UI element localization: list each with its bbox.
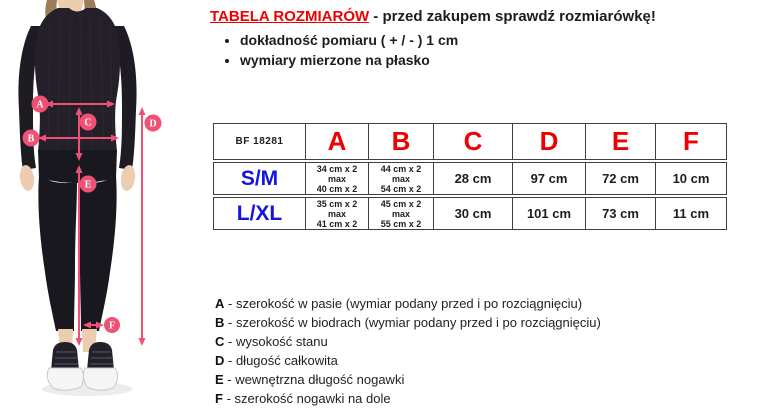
column-a-header: A <box>305 123 368 160</box>
legend-letter: E <box>215 372 224 387</box>
legend-item <box>215 370 760 389</box>
page-title-main: TABELA ROZMIARÓW <box>210 8 370 25</box>
sweater <box>35 8 120 152</box>
right-shoe-upper <box>87 342 114 370</box>
measurement-line: max <box>327 208 346 219</box>
legend-text: szerokość w biodrach (wymiar podany przed i po rozciągnięciu) <box>235 315 601 330</box>
size-table <box>213 121 727 232</box>
right-shoe-sole <box>83 368 117 390</box>
measurement-line: max <box>391 173 410 184</box>
legend-text: szerokość nogawki na dole <box>234 391 391 406</box>
table-row <box>213 162 727 195</box>
product-code: BF 18281 <box>213 123 305 160</box>
legend-item <box>215 313 760 332</box>
marker-c-label: C <box>84 117 92 129</box>
size-table-header-row <box>213 123 727 160</box>
model-illustration <box>0 0 200 415</box>
leggings-left-leg <box>38 176 77 331</box>
measurement-line: max <box>327 173 346 184</box>
measurement-cell <box>368 197 433 230</box>
measurement-line: 40 cm x 2 <box>316 183 358 194</box>
column-e-header: E <box>585 123 655 160</box>
legend-text: szerokość w pasie (wymiar podany przed i po rozciągnięciu) <box>235 296 583 311</box>
marker-a-label: A <box>36 99 44 111</box>
legend-letter: A <box>215 296 225 311</box>
measurement-line: 41 cm x 2 <box>316 218 358 229</box>
legend-separator: - <box>223 372 236 387</box>
measurement-cell: 97 cm <box>512 162 585 195</box>
page-title-suffix: - przed zakupem sprawdź rozmiarówkę! <box>369 8 656 25</box>
column-f-header: F <box>655 123 727 160</box>
marker-d-label: D <box>149 118 157 130</box>
leggings-right-leg <box>78 176 117 331</box>
legend-text: wysokość stanu <box>235 334 328 349</box>
legend-text: wewnętrzna długość nogawki <box>235 372 405 387</box>
table-row <box>213 197 727 230</box>
note-item: • dokładność pomiaru ( + / - ) 1 cm <box>240 32 464 49</box>
measurement-cell: 72 cm <box>585 162 655 195</box>
measurement-line: max <box>391 208 410 219</box>
measurement-line: 45 cm x 2 <box>380 198 422 209</box>
measurement-line: 55 cm x 2 <box>380 218 422 229</box>
page-title <box>210 7 760 27</box>
marker-e-label: E <box>84 179 92 191</box>
legend-text: długość całkowita <box>235 353 338 368</box>
measurement-cell: 11 cm <box>655 197 727 230</box>
legend-separator: - <box>224 296 236 311</box>
measurement-legend <box>215 294 760 408</box>
column-d-header: D <box>512 123 585 160</box>
legend-separator: - <box>224 315 236 330</box>
note-item: • wymiary mierzone na płasko <box>240 52 464 69</box>
legend-letter: F <box>215 391 223 406</box>
legend-item <box>215 332 760 351</box>
measurement-line: 35 cm x 2 <box>316 198 358 209</box>
legend-letter: B <box>215 315 225 330</box>
left-shoe-sole <box>47 368 83 390</box>
measurement-cell: 30 cm <box>433 197 512 230</box>
legend-item <box>215 389 760 408</box>
left-shoe-upper <box>51 342 79 370</box>
measurement-line: 44 cm x 2 <box>380 163 422 174</box>
column-b-header: B <box>368 123 433 160</box>
marker-b-label: B <box>27 133 35 145</box>
legend-item <box>215 351 760 370</box>
legend-letter: C <box>215 334 225 349</box>
size-label: S/M <box>213 162 305 195</box>
legend-letter: D <box>215 353 225 368</box>
measurement-cell <box>305 197 368 230</box>
measurement-cell: 10 cm <box>655 162 727 195</box>
note-list <box>210 32 760 69</box>
legend-item <box>215 294 760 313</box>
model-photo <box>0 0 200 415</box>
header <box>210 7 760 72</box>
size-label: L/XL <box>213 197 305 230</box>
measurement-line: 34 cm x 2 <box>316 163 358 174</box>
legend-separator: - <box>224 334 236 349</box>
measurement-cell: 28 cm <box>433 162 512 195</box>
measurement-line: 54 cm x 2 <box>380 183 422 194</box>
measurement-cell: 73 cm <box>585 197 655 230</box>
measurement-cell <box>368 162 433 195</box>
legend-separator: - <box>224 353 236 368</box>
legend-separator: - <box>222 391 235 406</box>
measurement-cell <box>305 162 368 195</box>
measurement-cell: 101 cm <box>512 197 585 230</box>
marker-f-label: F <box>108 320 116 332</box>
column-c-header: C <box>433 123 512 160</box>
